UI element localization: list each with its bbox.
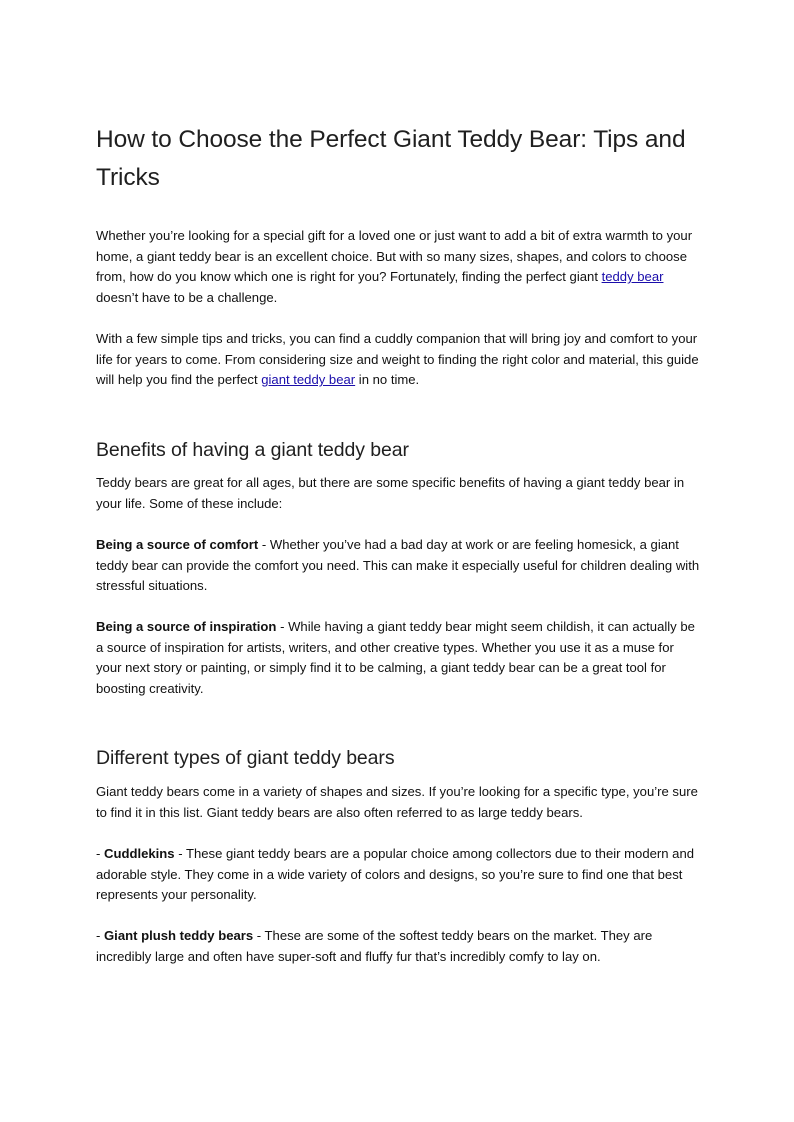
intro-paragraph-2 bbox=[96, 329, 700, 391]
type-item bbox=[96, 926, 700, 967]
type-item bbox=[96, 844, 700, 906]
benefit-description: - While having a giant teddy bear might seem childish, it can actually be a source of inspiration for artists, writers, and other creative types. Whether you use it as a muse for your next story or painting, or simply find it to be calming, a giant teddy bear can be a great tool for boosting creativity. bbox=[96, 619, 695, 696]
benefit-description: - Whether you’ve had a bad day at work or are feeling homesick, a giant teddy bear can provide the comfort you need. This can make it especially useful for children dealing with stressful situations. bbox=[96, 537, 700, 594]
intro-text-end: doesn’t have to be a challenge. bbox=[96, 289, 278, 305]
intro-text-end: in no time. bbox=[355, 372, 420, 388]
list-dash: - bbox=[96, 846, 104, 861]
giant-teddy-bear-link[interactable]: giant teddy bear bbox=[261, 372, 356, 388]
benefits-heading: Benefits of having a giant teddy bear bbox=[96, 439, 409, 461]
benefit-term: Being a source of comfort bbox=[96, 537, 259, 552]
intro-text: Whether you’re looking for a special gift for a loved one or just want to add a bit of extra warmth to your home, a giant teddy bear is an excellent choice. But with so many sizes, shapes, and colors to choose from, how do you know which one is right for you? Fortunately, finding the perfect giant bbox=[96, 228, 693, 285]
types-intro: Giant teddy bears come in a variety of shapes and sizes. If you’re looking for a specific type, you’re sure to find it in this list. Giant teddy bears are also often referred to as large teddy bears. bbox=[96, 784, 698, 820]
teddy-bear-link[interactable]: teddy bear bbox=[601, 269, 664, 285]
type-description: - These are some of the softest teddy bears on the market. They are incredibly large and often have super-soft and fluffy fur that’s incredibly comfy to lay on. bbox=[96, 928, 653, 964]
benefits-intro: Teddy bears are great for all ages, but there are some specific benefits of having a giant teddy bear in your life. Some of these include: bbox=[96, 475, 685, 511]
page-title: How to Choose the Perfect Giant Teddy Bear: Tips and Tricks bbox=[96, 126, 686, 191]
benefit-item bbox=[96, 535, 700, 597]
intro-text: With a few simple tips and tricks, you can find a cuddly companion that will bring joy and comfort to your life for years to come. From considering size and weight to finding the right color and material, this guide will help you find the perfect bbox=[96, 331, 699, 388]
intro-paragraph-1 bbox=[96, 226, 700, 308]
list-dash: - bbox=[96, 928, 104, 943]
type-description: - These giant teddy bears are a popular choice among collectors due to their modern and adorable style. They come in a wide variety of colors and designs, so you’re sure to find one that best represents your personality. bbox=[96, 846, 695, 903]
type-term: Cuddlekins bbox=[104, 846, 175, 861]
benefit-item bbox=[96, 617, 700, 699]
benefit-term: Being a source of inspiration bbox=[96, 619, 277, 634]
types-heading: Different types of giant teddy bears bbox=[96, 747, 395, 769]
type-term: Giant plush teddy bears bbox=[104, 928, 254, 943]
